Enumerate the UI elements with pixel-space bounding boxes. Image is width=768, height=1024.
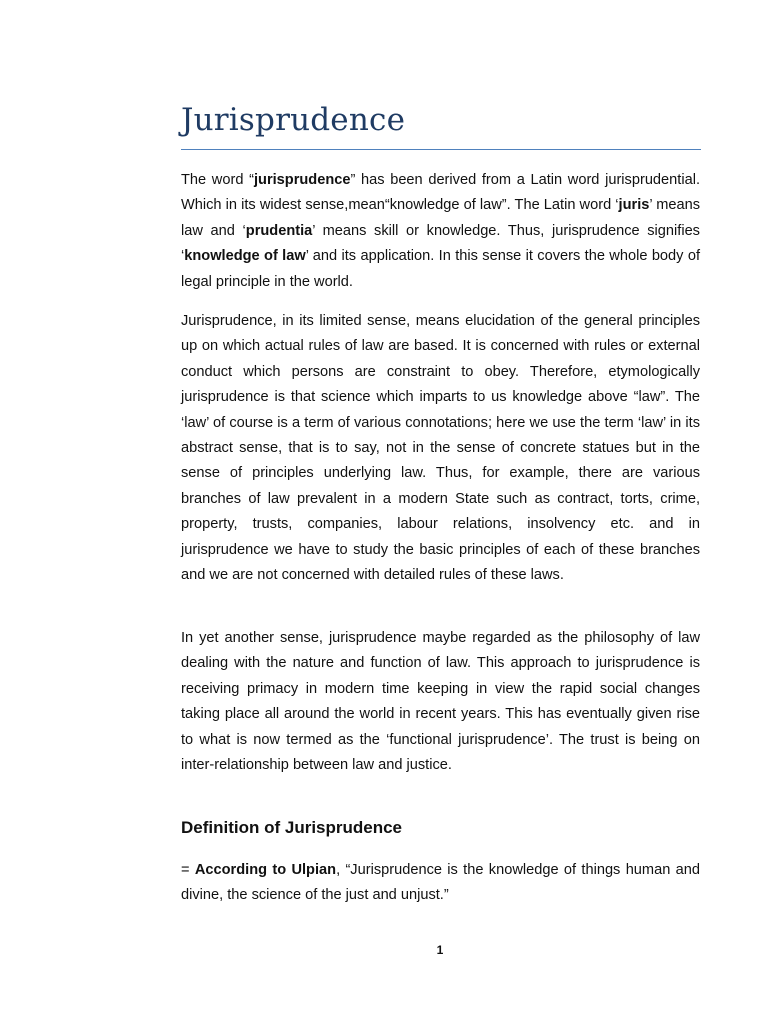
p1-bold-juris: juris xyxy=(618,197,650,214)
p1-bold-jurisprudence: jurisprudence xyxy=(253,172,351,188)
p1-bold-prudentia: prudentia xyxy=(245,222,313,239)
p4-bold-ulpian: According to Ulpian xyxy=(194,862,337,878)
p4-text-1: = xyxy=(181,862,195,878)
document-title: Jurisprudence xyxy=(181,102,406,138)
p1-text-4: ’ means skill or knowledge. Thus, jurisprudence signifies ‘ xyxy=(181,222,700,265)
paragraph-philosophy: In yet another sense, jurisprudence maybe regarded as the philosophy of law dealing with the nature and function of law. This approach to jurisprudence is receiving primacy in modern time keeping in view the rapid social changes taking place all around the world in recent years. This has eventually given rise to what is now termed as the ‘functional jurisprudence’. The trust is being on inter-relationship between law and justice. xyxy=(181,630,700,774)
section-heading-definition: Definition of Jurisprudence xyxy=(181,818,403,837)
p1-text-2: ” has been derived from a Latin word jurisprudential. Which in its widest sense,mean“knowledge of law”. The Latin word ‘ xyxy=(181,172,700,214)
p1-text-3: ’ means law and ‘ xyxy=(181,197,700,239)
title-underline xyxy=(181,149,701,150)
page-number: 1 xyxy=(436,943,444,957)
p1-bold-knowledge-of-law: knowledge of law xyxy=(184,248,306,265)
p4-text-2: , “Jurisprudence is the knowledge of things human and divine, the science of the just and unjust.” xyxy=(181,862,700,904)
p1-text-5: ’ and its application. In this sense it covers the whole body of legal principle in the world. xyxy=(181,248,701,290)
p1-text-1: The word “ xyxy=(181,172,254,188)
paragraph-word-origin xyxy=(181,168,700,295)
paragraph-limited-sense: Jurisprudence, in its limited sense, means elucidation of the general principles up on which actual rules of law are based. It is concerned with rules or external conduct which persons are constraint to obey. Therefore, etymologically jurisprudence is that science which imparts to us knowledge above “law”. The ‘law’ of course is a term of various connotations; here we use the term ‘law’ in its abstract sense, that is to say, not in the sense of concrete statues but in the sense of principles underlying law. Thus, for example, there are various branches of law prevalent in a modern State such as contract, torts, crime, property, trusts, companies, labour relations, insolvency etc. and in jurisprudence we have to study the basic principles of each of these branches and we are not concerned with detailed rules of these laws. xyxy=(181,313,700,584)
paragraph-ulpian-definition xyxy=(181,858,700,909)
